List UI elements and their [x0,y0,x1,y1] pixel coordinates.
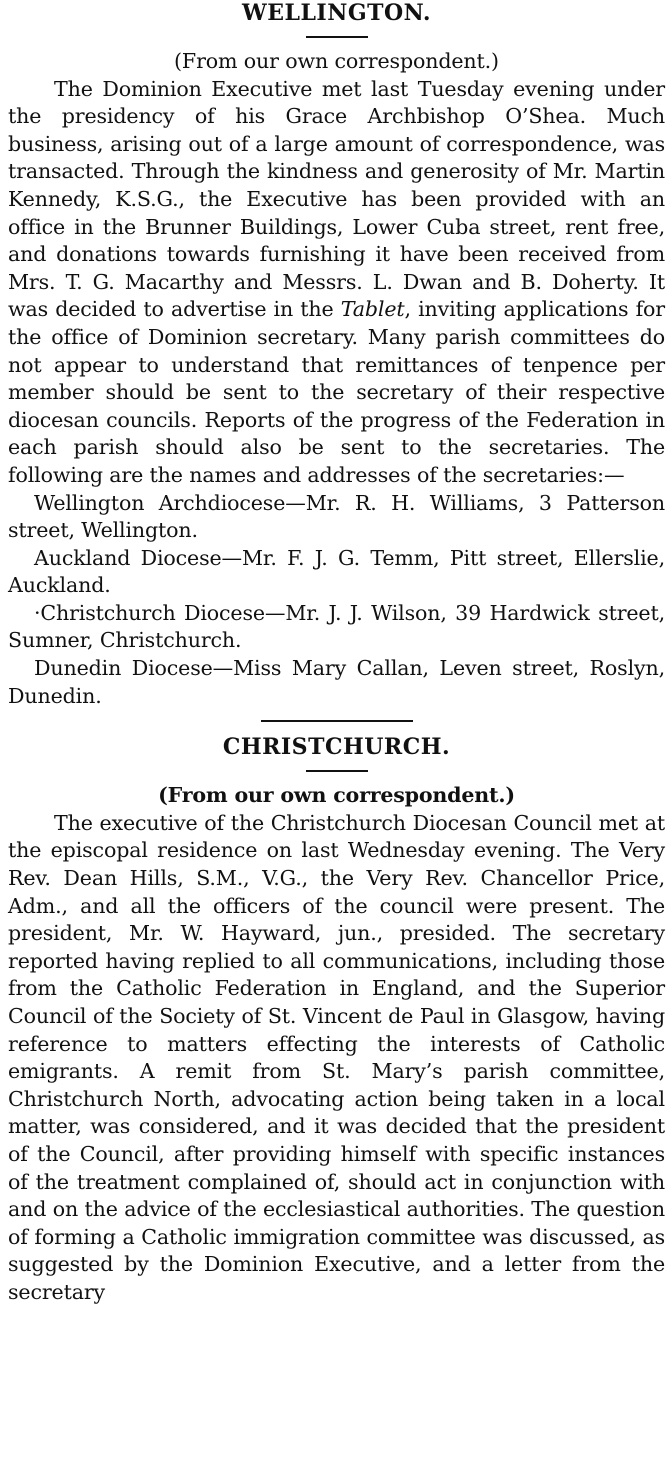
section-heading-christchurch: CHRISTCHURCH. [222,734,451,761]
paragraph-diocesan-council-meeting: The executive of the Christchurch Diocesan Council met at the episcopal residence on last Wednesday evening. The Very Rev. Dean Hills, S.M., V.G., the Very Rev. Chancellor Price, Adm., and all the officers of the council were present. The president, Mr. W. Hayward, jun., presided. The secretary reported having replied to all communications, including those from the Catholic Federation in England, and the Superior Council of the Society of St. Vincent de Paul in Glasgow, having reference to matters effecting the interests of Catholic emigrants. A remit from St. Mary’s parish committee, Christchurch North, advocating action being taken in a local matter, was considered, and it was decided that the president of the Council, after providing himself with specific instances of the treatment complained of, should act in conjunction with and on the advice of the ecclesiastical authorities. The question of forming a Catholic immigration committee was discussed, as suggested by the Dominion Executive, and a letter from the secretary [8,810,665,1304]
publication-name: Tablet [340,297,405,322]
heading-rule [306,770,368,772]
paragraph-dunedin-secretary: Dunedin Diocese—Miss Mary Callan, Leven street, Roslyn, Dunedin. [8,656,665,708]
section-divider [261,720,413,722]
paragraph-auckland-secretary: Auckland Diocese—Mr. F. J. G. Temm, Pitt street, Ellerslie, Auckland. [8,545,665,598]
paragraph-text: The Dominion Executive met last Tuesday evening under the presidency of his Grace Archbishop O’Shea. Much business, arising out of a large amount of correspondence, was transacted. Through the kindness and generosity of Mr. Martin Kennedy, K.S.G., the Executive has been provided with an office in the Brunner Buildings, Lower Cuba street, rent free, and donations towards furnishing it have been received from Mrs. T. G. Macarthy and Messrs. L. Dwan and B. Doherty. It was decided to advertise in the Tablet, inviting applications for the office of Dominion secretary. Many parish committees do not appear to understand that remittances of tenpence per member should be sent to the secretary of their respective diocesan councils. Reports of the progress of the Federation in each parish should also be sent to the secretaries. The following are the names and addresses of the secretaries:— [8,76,665,487]
paragraph-christchurch-secretary: ·Christchurch Diocese—Mr. J. J. Wilson, 39 Hardwick street, Sumner, Christchurch. [8,600,665,653]
section-heading-wellington: WELLINGTON. [242,0,431,26]
paragraph-executive-meeting [8,76,665,490]
paragraph-wellington-secretary: Wellington Archdiocese—Mr. R. H. Williams, 3 Patterson street, Wellington. [8,490,665,543]
byline-christchurch: (From our own correspondent.) [158,783,515,808]
byline-wellington: (From our own correspondent.) [174,49,499,73]
heading-rule [306,36,368,38]
